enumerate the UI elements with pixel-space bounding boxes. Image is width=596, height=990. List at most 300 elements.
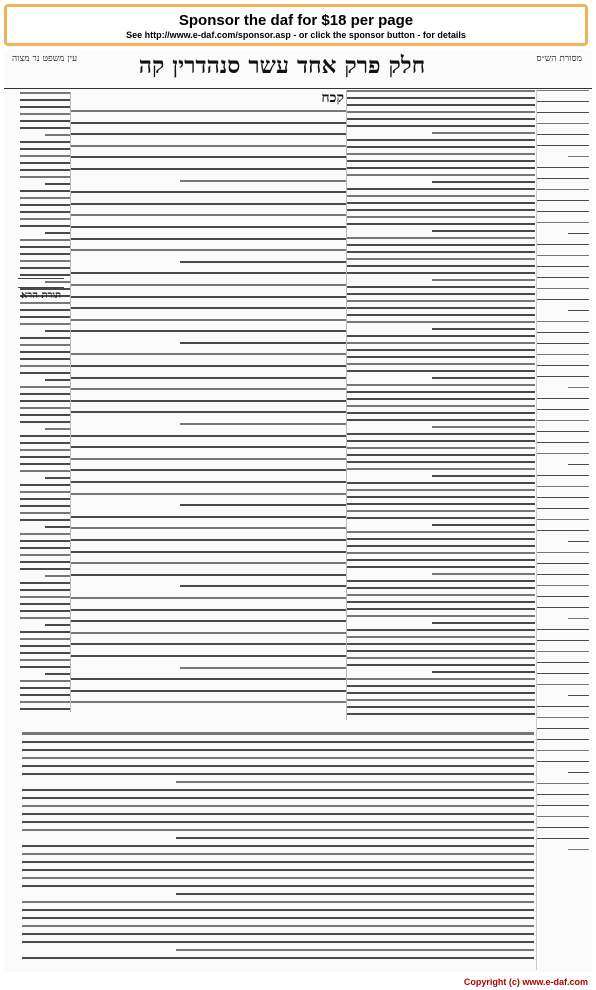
bottom-text — [22, 733, 534, 963]
text-line — [432, 181, 535, 183]
text-line — [20, 372, 70, 374]
text-line — [347, 237, 535, 239]
text-line — [537, 145, 589, 146]
text-line — [22, 749, 534, 751]
text-line — [70, 203, 346, 205]
text-line — [347, 188, 535, 190]
text-line — [537, 728, 589, 729]
margin-notes — [537, 90, 589, 850]
text-line — [70, 632, 346, 634]
page-title: חלק פרק אחד עשר סנהדרין קה — [138, 52, 426, 79]
text-line — [432, 279, 535, 281]
text-line — [432, 377, 535, 379]
text-line — [70, 156, 346, 158]
header-right-note: מסורת הש״ס — [536, 54, 582, 64]
text-line — [20, 505, 70, 507]
text-line — [20, 498, 70, 500]
sponsor-banner[interactable] — [4, 4, 588, 46]
text-line — [20, 561, 70, 563]
text-line — [70, 353, 346, 355]
text-line — [537, 431, 589, 432]
text-line — [70, 214, 346, 216]
text-line — [20, 666, 70, 668]
text-line — [45, 379, 70, 381]
text-line — [537, 178, 589, 179]
text-line — [70, 191, 346, 193]
text-line — [20, 337, 70, 339]
text-line — [20, 169, 70, 171]
text-line — [22, 789, 534, 791]
text-line — [20, 344, 70, 346]
text-line — [176, 893, 534, 895]
text-line — [70, 110, 346, 112]
text-line — [432, 573, 535, 575]
text-line — [347, 104, 535, 106]
text-line — [176, 837, 534, 839]
text-line — [537, 783, 589, 784]
text-line — [70, 272, 346, 274]
text-line — [347, 314, 535, 316]
text-line — [347, 636, 535, 638]
text-line — [70, 133, 346, 135]
text-line — [347, 321, 535, 323]
text-line — [537, 200, 589, 201]
text-line — [70, 493, 346, 495]
text-line — [176, 781, 534, 783]
text-line — [20, 316, 70, 318]
text-line — [22, 829, 534, 831]
text-line — [20, 568, 70, 570]
text-line — [432, 328, 535, 330]
text-line — [347, 699, 535, 701]
text-line — [537, 332, 589, 333]
text-line — [347, 265, 535, 267]
text-line — [45, 624, 70, 626]
text-line — [20, 225, 70, 227]
text-line — [22, 933, 534, 935]
text-line — [347, 258, 535, 260]
text-line — [70, 377, 346, 379]
text-line — [70, 365, 346, 367]
text-line — [20, 358, 70, 360]
text-line — [45, 134, 70, 136]
text-line — [537, 343, 589, 344]
text-line — [20, 106, 70, 108]
text-line — [20, 302, 70, 304]
text-line — [70, 458, 346, 460]
text-line — [20, 386, 70, 388]
sponsor-subtitle-prefix: See — [126, 30, 145, 40]
text-line — [22, 877, 534, 879]
text-line — [347, 384, 535, 386]
text-line — [347, 202, 535, 204]
text-line — [70, 539, 346, 541]
text-line — [20, 470, 70, 472]
text-line — [568, 849, 589, 850]
text-line — [347, 608, 535, 610]
text-line — [20, 253, 70, 255]
gemara-text — [70, 110, 346, 703]
text-line — [22, 821, 534, 823]
section-divider — [18, 278, 64, 288]
text-line — [347, 510, 535, 512]
text-line — [22, 885, 534, 887]
tosafot-column — [20, 92, 71, 712]
text-line — [537, 453, 589, 454]
text-line — [180, 667, 346, 669]
sponsor-subtitle — [7, 29, 585, 41]
text-line — [537, 376, 589, 377]
text-line — [537, 827, 589, 828]
text-line — [347, 167, 535, 169]
text-line — [70, 145, 346, 147]
text-line — [432, 132, 535, 134]
talmud-page — [4, 50, 592, 972]
text-line — [45, 330, 70, 332]
text-line — [20, 456, 70, 458]
text-line — [20, 463, 70, 465]
text-line — [20, 239, 70, 241]
text-line — [20, 645, 70, 647]
text-line — [537, 266, 589, 267]
text-line — [347, 643, 535, 645]
text-line — [20, 603, 70, 605]
text-line — [20, 449, 70, 451]
text-line — [347, 461, 535, 463]
text-line — [568, 541, 589, 542]
text-line — [20, 120, 70, 122]
text-line — [20, 512, 70, 514]
text-line — [45, 232, 70, 234]
text-line — [20, 218, 70, 220]
text-line — [20, 610, 70, 612]
text-line — [22, 845, 534, 847]
text-line — [537, 123, 589, 124]
text-line — [70, 562, 346, 564]
text-line — [180, 180, 346, 182]
text-line — [537, 277, 589, 278]
text-line — [347, 713, 535, 715]
text-line — [537, 90, 589, 91]
text-line — [537, 739, 589, 740]
text-line — [537, 816, 589, 817]
text-line — [347, 223, 535, 225]
text-line — [537, 563, 589, 564]
text-line — [347, 489, 535, 491]
text-line — [20, 162, 70, 164]
text-line — [537, 607, 589, 608]
text-line — [347, 692, 535, 694]
text-line — [20, 484, 70, 486]
text-line — [537, 486, 589, 487]
text-line — [20, 274, 70, 276]
text-line — [20, 113, 70, 115]
text-line — [537, 288, 589, 289]
text-line — [20, 617, 70, 619]
text-line — [45, 428, 70, 430]
text-line — [22, 957, 534, 959]
text-line — [20, 351, 70, 353]
text-line — [20, 680, 70, 682]
text-line — [70, 516, 346, 518]
text-line — [347, 706, 535, 708]
copyright-notice: Copyright (c) www.e-daf.com — [463, 977, 588, 987]
text-line — [347, 594, 535, 596]
text-line — [22, 925, 534, 927]
text-line — [347, 419, 535, 421]
rashi-text — [347, 90, 535, 715]
text-line — [70, 446, 346, 448]
text-line — [20, 519, 70, 521]
text-line — [70, 435, 346, 437]
text-line — [20, 708, 70, 710]
text-line — [20, 687, 70, 689]
text-line — [70, 655, 346, 657]
text-line — [347, 216, 535, 218]
text-line — [347, 244, 535, 246]
text-line — [70, 319, 346, 321]
text-line — [537, 398, 589, 399]
text-line — [347, 272, 535, 274]
text-line — [347, 559, 535, 561]
text-line — [432, 524, 535, 526]
sponsor-link[interactable]: http://www.e-daf.com/sponsor.asp — [144, 30, 291, 40]
text-line — [537, 805, 589, 806]
text-line — [537, 684, 589, 685]
tosafot-text — [20, 92, 70, 712]
text-line — [22, 853, 534, 855]
text-line — [568, 695, 589, 696]
text-line — [20, 148, 70, 150]
text-line — [347, 433, 535, 435]
text-line — [22, 909, 534, 911]
text-line — [70, 574, 346, 576]
text-line — [45, 526, 70, 528]
text-line — [347, 517, 535, 519]
text-line — [20, 92, 70, 94]
text-line — [347, 440, 535, 442]
text-line — [22, 797, 534, 799]
text-line — [537, 794, 589, 795]
text-line — [20, 701, 70, 703]
text-line — [20, 204, 70, 206]
text-line — [347, 552, 535, 554]
text-line — [537, 299, 589, 300]
text-line — [70, 226, 346, 228]
text-line — [20, 442, 70, 444]
text-line — [537, 838, 589, 839]
text-line — [537, 662, 589, 663]
text-line — [20, 421, 70, 423]
header-left-note: עין משפט נר מצוה — [12, 54, 78, 64]
text-line — [20, 554, 70, 556]
text-line — [568, 464, 589, 465]
text-line — [70, 701, 346, 703]
text-line — [20, 631, 70, 633]
text-line — [347, 111, 535, 113]
sponsor-title: Sponsor the daf for $18 per page — [178, 12, 414, 29]
text-line — [22, 941, 534, 943]
text-line — [537, 673, 589, 674]
text-line — [347, 174, 535, 176]
text-line — [537, 629, 589, 630]
text-line — [70, 238, 346, 240]
text-line — [537, 519, 589, 520]
text-line — [20, 155, 70, 157]
text-line — [180, 585, 346, 587]
text-line — [347, 153, 535, 155]
text-line — [20, 246, 70, 248]
text-line — [347, 496, 535, 498]
text-line — [20, 589, 70, 591]
text-line — [20, 393, 70, 395]
text-line — [20, 582, 70, 584]
text-line — [347, 97, 535, 99]
gemara-heading: קכח — [321, 90, 344, 106]
text-line — [537, 244, 589, 245]
text-line — [20, 533, 70, 535]
text-line — [20, 127, 70, 129]
text-line — [537, 530, 589, 531]
text-line — [537, 717, 589, 718]
text-line — [22, 861, 534, 863]
text-line — [347, 300, 535, 302]
text-line — [537, 508, 589, 509]
text-line — [22, 917, 534, 919]
text-line — [347, 370, 535, 372]
text-line — [20, 547, 70, 549]
text-line — [70, 388, 346, 390]
tosafot-label: תורת הרא — [20, 290, 62, 301]
text-line — [22, 733, 534, 735]
text-line — [347, 349, 535, 351]
text-line — [347, 503, 535, 505]
rashi-column — [346, 90, 535, 720]
text-line — [537, 211, 589, 212]
text-line — [70, 249, 346, 251]
text-line — [22, 901, 534, 903]
text-line — [20, 596, 70, 598]
text-line — [70, 307, 346, 309]
text-line — [347, 363, 535, 365]
text-line — [347, 139, 535, 141]
text-line — [347, 468, 535, 470]
text-line — [176, 949, 534, 951]
text-line — [70, 481, 346, 483]
text-line — [537, 596, 589, 597]
text-line — [347, 678, 535, 680]
text-line — [20, 197, 70, 199]
text-line — [45, 673, 70, 675]
text-line — [537, 552, 589, 553]
text-line — [20, 652, 70, 654]
text-line — [537, 409, 589, 410]
text-line — [537, 750, 589, 751]
text-line — [22, 773, 534, 775]
text-line — [537, 167, 589, 168]
text-line — [537, 475, 589, 476]
text-line — [347, 398, 535, 400]
text-line — [20, 407, 70, 409]
text-line — [347, 342, 535, 344]
text-line — [22, 805, 534, 807]
text-line — [70, 527, 346, 529]
text-line — [537, 222, 589, 223]
text-line — [537, 761, 589, 762]
text-line — [70, 551, 346, 553]
text-line — [537, 112, 589, 113]
text-line — [537, 706, 589, 707]
text-line — [70, 609, 346, 611]
text-line — [70, 620, 346, 622]
text-line — [70, 330, 346, 332]
text-line — [180, 423, 346, 425]
text-line — [432, 622, 535, 624]
text-line — [22, 741, 534, 743]
page-header — [4, 50, 592, 89]
text-line — [20, 260, 70, 262]
text-line — [537, 354, 589, 355]
text-line — [20, 414, 70, 416]
text-line — [432, 475, 535, 477]
text-line — [537, 442, 589, 443]
text-line — [70, 690, 346, 692]
text-line — [347, 160, 535, 162]
text-line — [45, 477, 70, 479]
text-line — [22, 813, 534, 815]
text-line — [432, 671, 535, 673]
text-line — [537, 640, 589, 641]
text-line — [347, 482, 535, 484]
text-line — [20, 309, 70, 311]
text-line — [347, 251, 535, 253]
text-line — [70, 296, 346, 298]
text-line — [347, 447, 535, 449]
text-line — [347, 685, 535, 687]
text-line — [20, 190, 70, 192]
text-line — [537, 101, 589, 102]
text-line — [347, 657, 535, 659]
text-line — [347, 650, 535, 652]
text-line — [20, 176, 70, 178]
text-line — [537, 365, 589, 366]
text-line — [20, 211, 70, 213]
text-line — [347, 545, 535, 547]
text-line — [20, 267, 70, 269]
text-line — [537, 134, 589, 135]
text-line — [347, 587, 535, 589]
text-line — [70, 168, 346, 170]
text-line — [20, 365, 70, 367]
text-line — [347, 356, 535, 358]
text-line — [347, 412, 535, 414]
text-line — [347, 580, 535, 582]
text-line — [70, 284, 346, 286]
text-line — [537, 420, 589, 421]
text-line — [347, 391, 535, 393]
text-line — [568, 387, 589, 388]
text-line — [70, 597, 346, 599]
text-line — [70, 400, 346, 402]
text-line — [537, 497, 589, 498]
text-line — [22, 765, 534, 767]
bottom-commentary — [22, 732, 534, 963]
text-line — [20, 400, 70, 402]
text-line — [347, 146, 535, 148]
text-line — [347, 538, 535, 540]
text-line — [347, 335, 535, 337]
text-line — [347, 454, 535, 456]
